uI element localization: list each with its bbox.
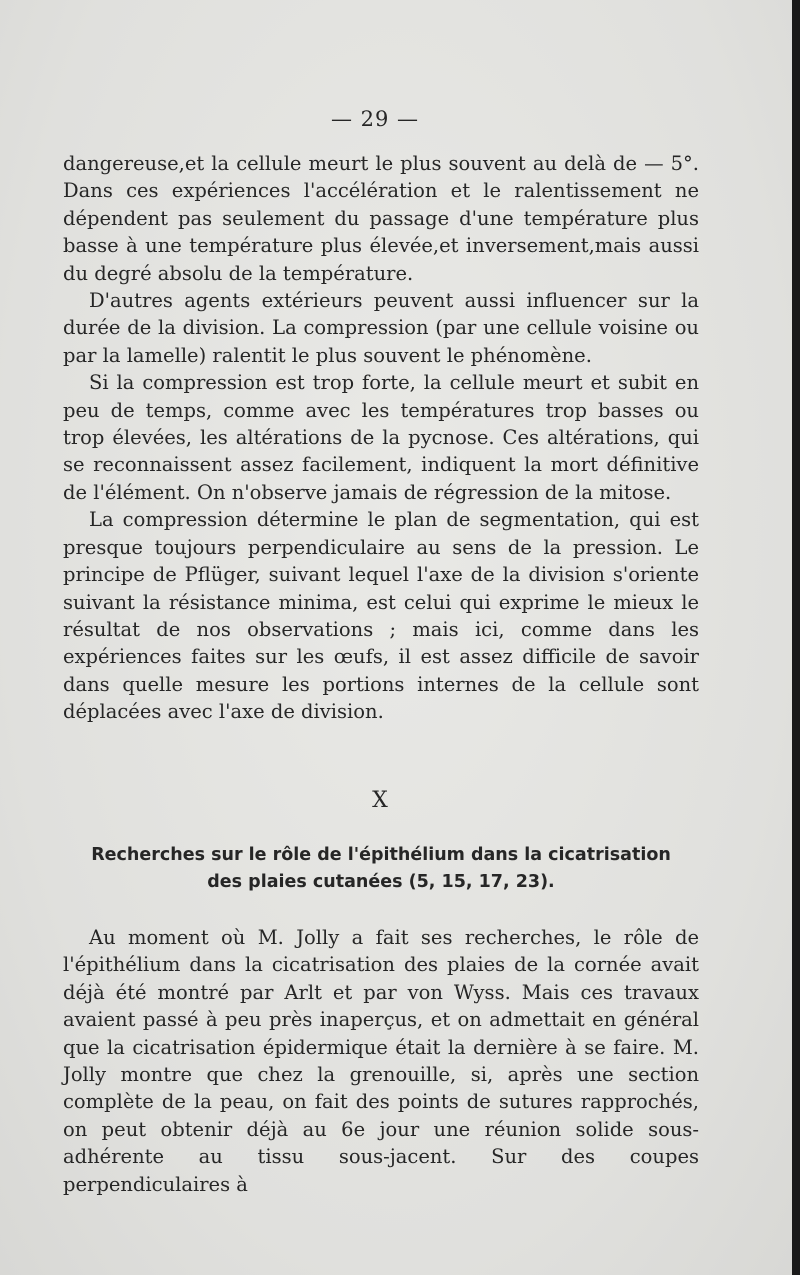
- paragraph: La compression détermine le plan de segmentation, qui est presque toujours perpendiculaire au sens de la pression. Le principe de Pflüger, suivant lequel l'axe de la division s'oriente suivant la résistance minima, est celui qui exprime le mieux le résultat de nos observations ; mais ici, comme dans les expériences faites sur les œufs, il est assez difficile de savoir dans quelle mesure les portions internes de la cellule sont déplacées avec l'axe de division.: [63, 508, 699, 724]
- section-title-line: Recherches sur le rôle de l'épithélium dans la cicatrisation: [91, 845, 671, 865]
- section-numeral: X: [372, 788, 388, 813]
- body-text-block-bottom: [63, 924, 699, 1198]
- page-number: — 29 —: [330, 107, 420, 131]
- section-title: [63, 842, 699, 896]
- paragraph: Au moment où M. Jolly a fait ses recherches, le rôle de l'épithélium dans la cicatrisation des plaies de la cornée avait déjà été montré par Arlt et par von Wyss. Mais ces travaux avaient passé à peu près inaperçus, et on admettait en général que la cicatrisation épidermique était la dernière à se faire. M. Jolly montre que chez la grenouille, si, après une section complète de la peau, on fait des points de sutures rapprochés, on peut obtenir déjà au 6e jour une réunion solide sous-adhérente au tissu sous-jacent. Sur des coupes perpendiculaires à: [63, 926, 699, 1196]
- paragraph: dangereuse,et la cellule meurt le plus souvent au delà de — 5°. Dans ces expériences l'accélération et le ralentissement ne dépendent pas seulement du passage d'une température plus basse à une température plus élevée,et inversement,mais aussi du degré absolu de la température.: [63, 152, 699, 285]
- paragraph: Si la compression est trop forte, la cellule meurt et subit en peu de temps, comme avec les températures trop basses ou trop élevées, les altérations de la pycnose. Ces altérations, qui se reconnaissent assez facilement, indiquent la mort définitive de l'élément. On n'observe jamais de régression de la mitose.: [63, 371, 699, 504]
- paragraph: D'autres agents extérieurs peuvent aussi influencer sur la durée de la division. La compression (par une cellule voisine ou par la lamelle) ralentit le plus souvent le phénomène.: [63, 289, 699, 367]
- section-title-line: des plaies cutanées (5, 15, 17, 23).: [207, 872, 555, 892]
- body-text-block-top: [63, 150, 699, 726]
